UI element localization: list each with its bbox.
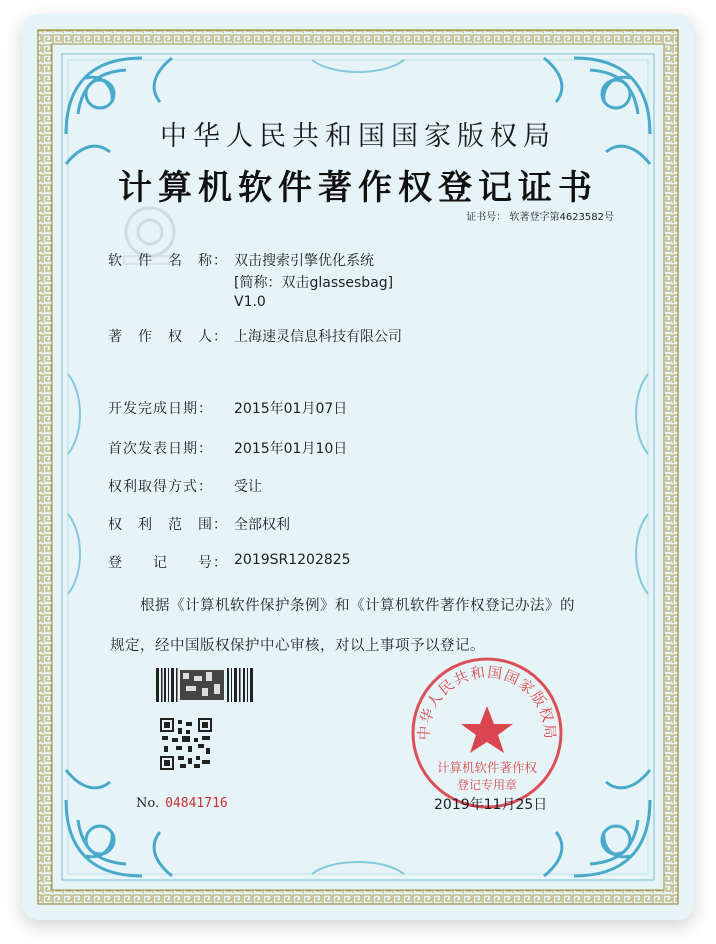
seal-star-icon	[461, 706, 513, 753]
field-label: 开发完成日期：	[108, 401, 213, 417]
field-label: 著 作 权 人：	[108, 329, 228, 345]
field-value: 2015年01月07日	[234, 401, 348, 417]
field-software-short-name: [简称：双击glassesbag]	[234, 275, 394, 291]
seal-line-1: 计算机软件著作权	[436, 760, 538, 775]
field-value: 双击搜索引擎优化系统	[234, 253, 374, 269]
field-label: 登 记 号：	[108, 555, 228, 571]
certificate-title: 计算机软件著作权登记证书	[118, 168, 598, 208]
issue-date: 2019年11月25日	[434, 797, 548, 813]
serial-label: No.	[136, 796, 160, 811]
certificate-content	[22, 14, 694, 920]
serial-number	[136, 796, 228, 811]
certificate-number-label: 证书号：	[466, 212, 507, 223]
field-label: 软 件 名 称：	[108, 253, 228, 269]
official-seal	[408, 654, 566, 812]
field-value: 全部权利	[234, 517, 290, 533]
field-label: 权利取得方式：	[108, 479, 213, 495]
field-label: 权 利 范 围：	[108, 517, 228, 533]
body-text-line-2: 规定，经中国版权保护中心审核，对以上事项予以登记。	[110, 638, 485, 654]
issuing-authority: 中华人民共和国国家版权局	[160, 121, 556, 152]
body-text-line-1: 根据《计算机软件保护条例》和《计算机软件著作权登记办法》的	[140, 598, 575, 614]
certificate	[22, 14, 694, 920]
barcode	[156, 668, 256, 702]
field-value: 上海速灵信息科技有限公司	[234, 329, 402, 345]
serial-value: 04841716	[165, 796, 228, 811]
field-label: 首次发表日期：	[108, 441, 213, 457]
field-value: 受让	[234, 479, 262, 495]
field-value: 2015年01月10日	[234, 441, 348, 457]
certificate-number-value: 软著登字第4623582号	[509, 212, 614, 223]
field-value: 2019SR1202825	[234, 552, 351, 568]
seal-line-2: 登记专用章	[456, 778, 518, 792]
seal-arc-text: 中华人民共和国国家版权局	[416, 664, 558, 741]
qr-code	[160, 718, 212, 770]
certificate-number	[466, 208, 614, 223]
field-software-version: V1.0	[234, 294, 266, 310]
